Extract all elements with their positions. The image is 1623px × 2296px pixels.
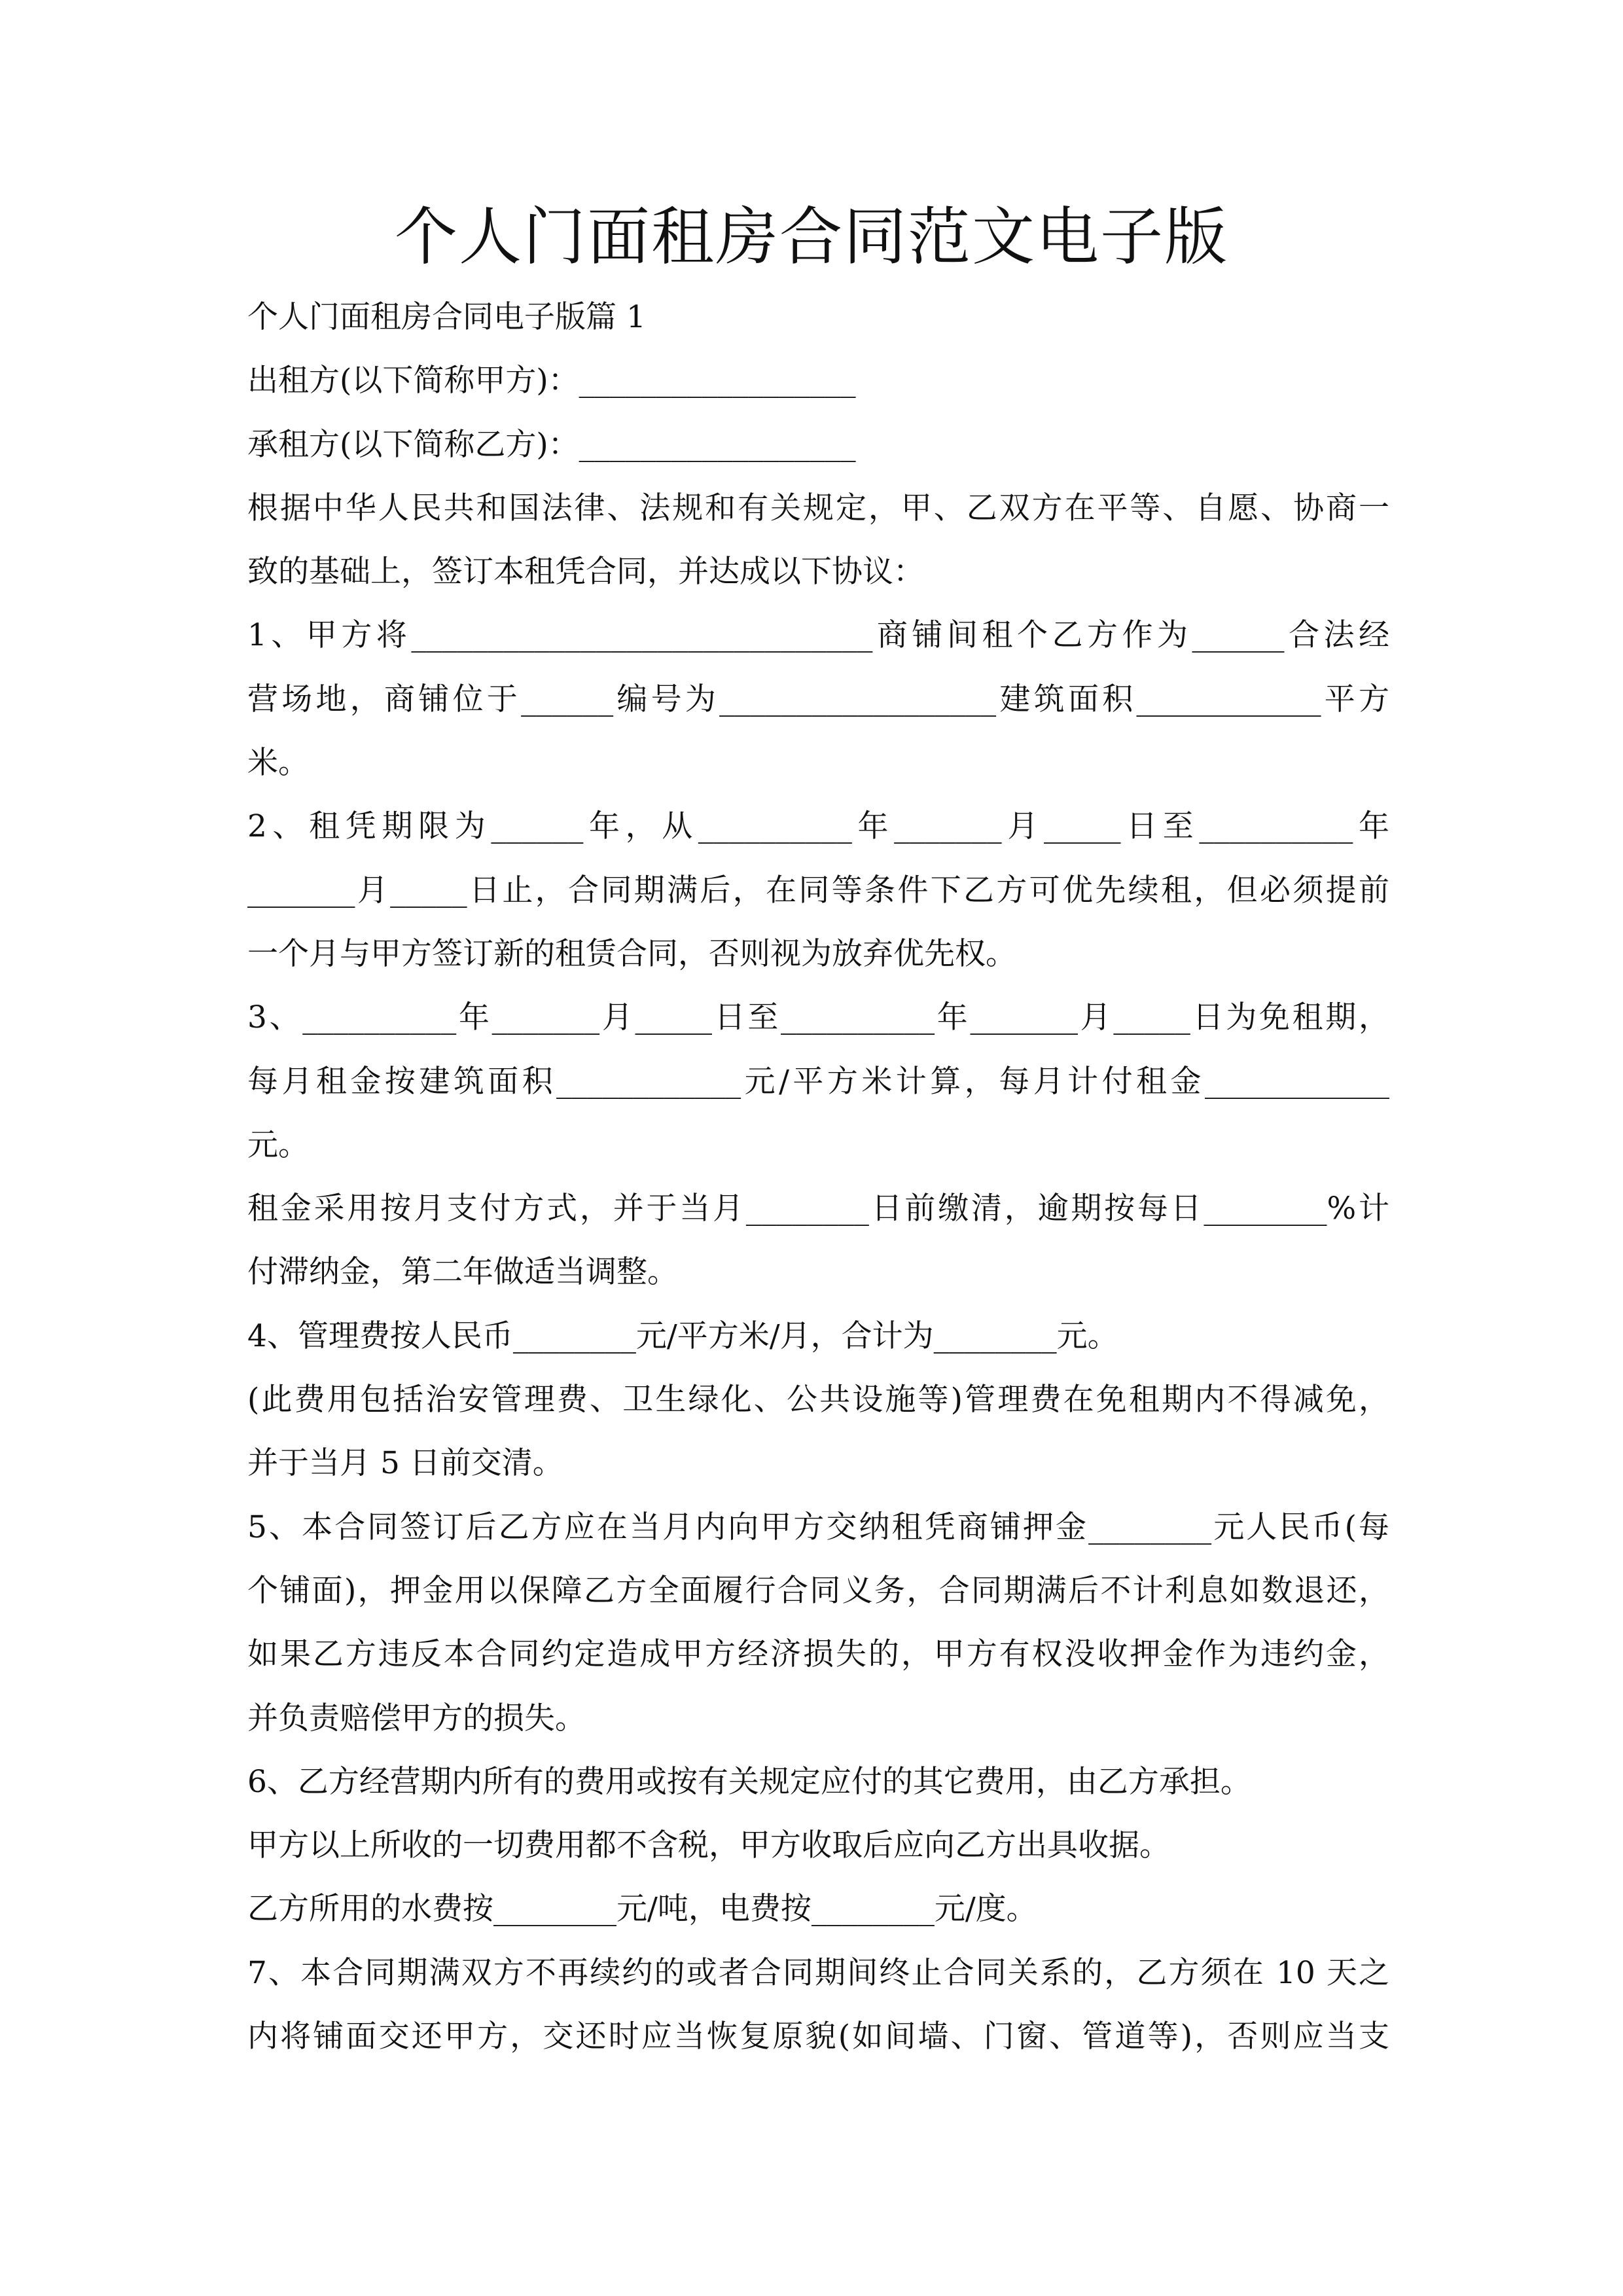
- clause-3-line: 3、__________年_______月_____日至__________年_______月_____日为免租期，: [247, 999, 1389, 1036]
- paragraph-line: 根据中华人民共和国法律、法规和有关规定，甲、乙双方在平等、自愿、协商一: [247, 490, 1389, 526]
- clause-2-line: 一个月与甲方签订新的租赁合同，否则视为放弃优先权。: [247, 935, 1016, 972]
- clause-7-line: 7、本合同期满双方不再续约的或者合同期间终止合同关系的，乙方须在 10 天之: [247, 1954, 1389, 1991]
- clause-6-line: 乙方所用的水费按________元/吨，电费按________元/度。: [247, 1891, 1037, 1928]
- clause-4-line: 4、管理费按人民币________元/平方米/月，合计为________元。: [247, 1318, 1118, 1354]
- rent-payment-line: 付滞纳金，第二年做适当调整。: [247, 1254, 678, 1291]
- rent-payment-line: 租金采用按月支付方式，并于当月________日前缴清，逾期按每日________%计: [247, 1191, 1389, 1227]
- clause-2-line: _______月_____日止，合同期满后，在同等条件下乙方可优先续租，但必须提前: [247, 872, 1389, 908]
- clause-1-line: 米。: [247, 745, 309, 781]
- clause-2-line: 2、租凭期限为______年，从__________年_______月_____日至__________年: [247, 808, 1389, 845]
- clause-3-line: 每月租金按建筑面积____________元/平方米计算，每月计付租金____________: [247, 1063, 1389, 1100]
- clause-5-line: 并负责赔偿甲方的损失。: [247, 1700, 586, 1736]
- clause-1-line: 1、甲方将______________________________商铺间租个乙方作为______合法经: [247, 617, 1389, 654]
- lessee-line: 承租方(以下简称乙方)：__________________: [247, 426, 856, 463]
- clause-5-line: 如果乙方违反本合同约定造成甲方经济损失的，甲方有权没收押金作为违约金，: [247, 1636, 1389, 1673]
- document-body: [247, 285, 1389, 2068]
- clause-4-line: 并于当月 5 日前交清。: [247, 1445, 563, 1482]
- clause-4-line: (此费用包括治安管理费、卫生绿化、公共设施等)管理费在免租期内不得减免，: [247, 1382, 1389, 1418]
- paragraph-line: 致的基础上，签订本租凭合同，并达成以下协议：: [247, 554, 924, 590]
- clause-1-line: 营场地，商铺位于______编号为__________________建筑面积____________平方: [247, 681, 1389, 717]
- clause-5-line: 5、本合同签订后乙方应在当月内向甲方交纳租凭商铺押金________元人民币(每: [247, 1509, 1389, 1545]
- clause-5-line: 个铺面)，押金用以保障乙方全面履行合同义务，合同期满后不计利息如数退还，: [247, 1572, 1389, 1609]
- document-title: 个人门面租房合同范文电子版: [395, 200, 1228, 274]
- lessor-line: 出租方(以下简称甲方)：__________________: [247, 363, 856, 399]
- clause-6-line: 甲方以上所收的一切费用都不含税，甲方收取后应向乙方出具收据。: [247, 1827, 1170, 1864]
- clause-3-line: 元。: [247, 1126, 309, 1163]
- clause-6-line: 6、乙方经营期内所有的费用或按有关规定应付的其它费用，由乙方承担。: [247, 1763, 1251, 1800]
- clause-7-line: 内将铺面交还甲方，交还时应当恢复原貌(如间墙、门窗、管道等)，否则应当支: [247, 2018, 1389, 2055]
- section-heading: 个人门面租房合同电子版篇 1: [247, 299, 646, 335]
